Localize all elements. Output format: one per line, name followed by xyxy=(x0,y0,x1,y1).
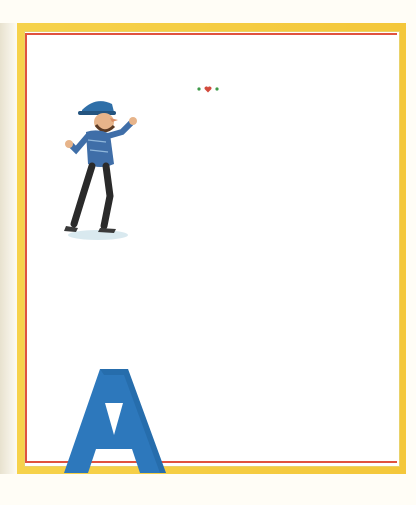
man-illustration xyxy=(52,92,144,242)
big-letter-a xyxy=(62,367,170,475)
heart-icon xyxy=(196,84,220,94)
red-border-top xyxy=(25,33,397,35)
page-fold-shadow xyxy=(0,23,17,474)
red-border-left xyxy=(25,33,27,463)
